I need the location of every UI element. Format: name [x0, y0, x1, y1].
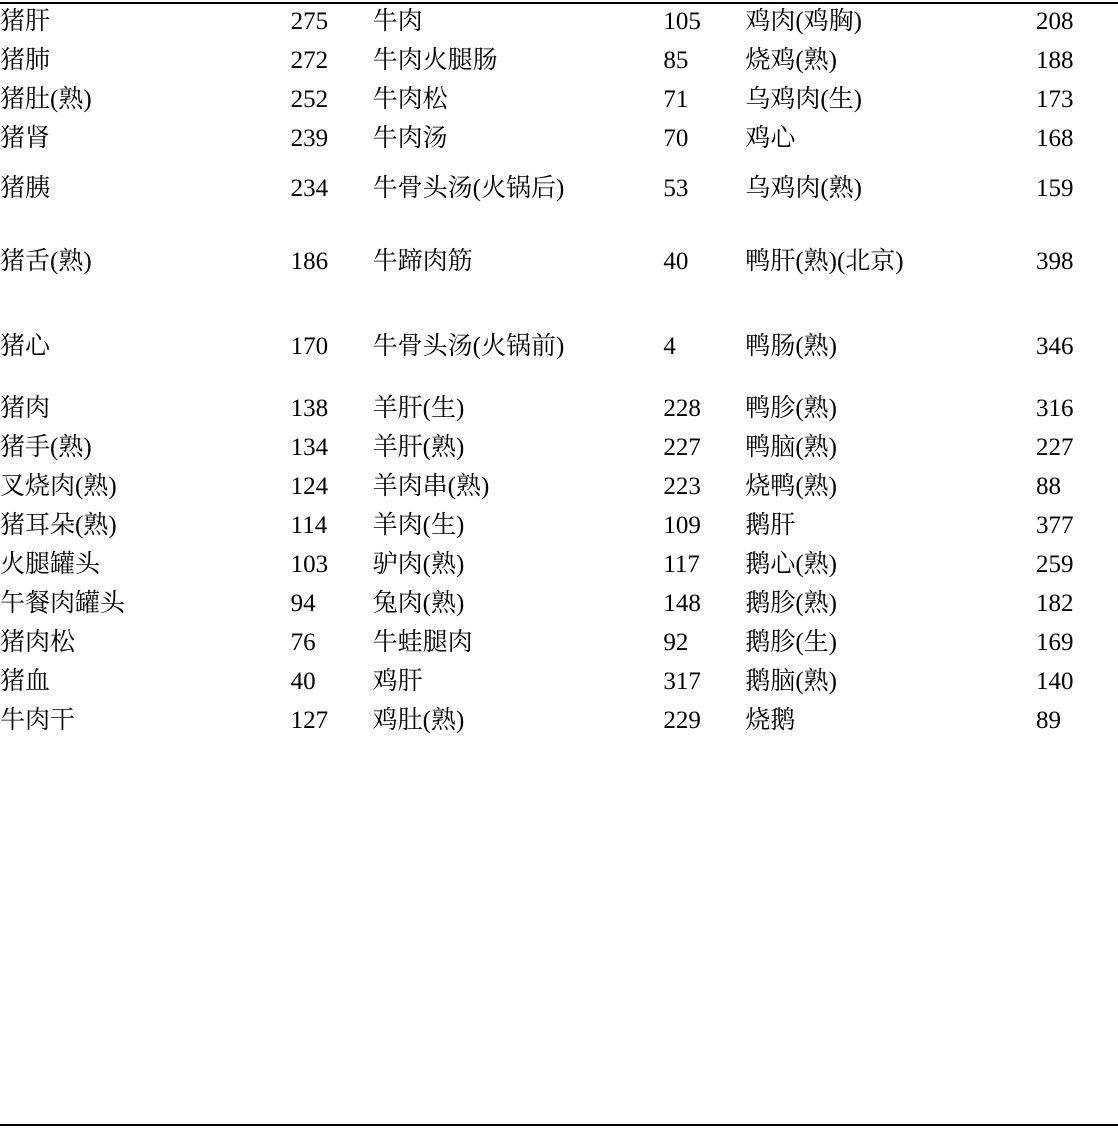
- food-value-cell: 316: [1035, 395, 1074, 422]
- food-value-cell: 140: [1035, 668, 1074, 695]
- food-value-cell: 4: [663, 333, 676, 360]
- food-name-cell: 牛骨头汤(火锅后): [372, 175, 565, 202]
- food-name-cell: 猪肉松: [0, 629, 76, 656]
- food-value-cell: 168: [1035, 125, 1074, 152]
- food-name-cell: 猪耳朵(熟): [0, 512, 117, 539]
- food-value-cell: 208: [1035, 8, 1074, 35]
- food-value-cell: 117: [663, 551, 700, 578]
- food-name-cell: 猪肝: [0, 8, 51, 35]
- table-row: [0, 219, 1118, 304]
- food-name-cell: 午餐肉罐头: [0, 590, 126, 617]
- food-value-cell: 346: [1035, 333, 1074, 360]
- food-name-cell: 猪肉: [0, 395, 51, 422]
- food-value-cell: 377: [1035, 512, 1074, 539]
- table-top-rule: [0, 2, 1118, 4]
- food-name-cell: 猪心: [0, 333, 51, 360]
- food-name-cell: 猪肚(熟): [0, 86, 92, 113]
- food-value-cell: 53: [663, 175, 689, 202]
- food-name-cell: 牛肉干: [0, 707, 76, 734]
- food-value-cell: 103: [290, 551, 329, 578]
- food-value-cell: 70: [663, 125, 689, 152]
- food-name-cell: 鸡肝: [372, 668, 423, 695]
- food-name-cell: 牛蹄肉筋: [372, 248, 473, 275]
- food-value-cell: 182: [1035, 590, 1074, 617]
- food-value-cell: 71: [663, 86, 689, 113]
- food-name-cell: 牛肉松: [372, 86, 448, 113]
- food-value-cell: 85: [663, 47, 689, 74]
- food-value-cell: 186: [290, 248, 329, 275]
- food-value-cell: 40: [663, 248, 689, 275]
- food-value-cell: 272: [290, 47, 329, 74]
- food-name-cell: 鹅心(熟): [745, 551, 837, 578]
- food-name-cell: 牛肉火腿肠: [372, 47, 498, 74]
- food-value-cell: 40: [290, 668, 316, 695]
- food-value-cell: 159: [1035, 175, 1074, 202]
- food-value-cell: 169: [1035, 629, 1074, 656]
- food-value-cell: 76: [290, 629, 316, 656]
- table-row: [0, 467, 1118, 506]
- food-name-cell: 烧鸭(熟): [745, 473, 837, 500]
- food-name-cell: 鸡肚(熟): [372, 707, 465, 734]
- food-name-cell: 猪血: [0, 668, 51, 695]
- food-value-cell: 88: [1035, 473, 1061, 500]
- food-value-cell: 89: [1035, 707, 1061, 734]
- food-value-cell: 227: [663, 434, 701, 461]
- food-name-cell: 鸡肉(鸡胸): [745, 8, 862, 35]
- table-row: [0, 389, 1118, 428]
- food-value-cell: 227: [1035, 434, 1074, 461]
- food-name-cell: 牛蛙腿肉: [372, 629, 473, 656]
- food-name-cell: 驴肉(熟): [372, 551, 465, 578]
- food-name-cell: 烧鹅: [745, 707, 796, 734]
- food-value-cell: 148: [663, 590, 701, 617]
- food-value-cell: 398: [1035, 248, 1074, 275]
- food-name-cell: 猪胰: [0, 175, 51, 202]
- food-value-cell: 94: [290, 590, 316, 617]
- food-name-cell: 鸭肠(熟): [745, 333, 837, 360]
- table-row: [0, 41, 1118, 80]
- food-value-cell: 170: [290, 333, 329, 360]
- food-name-cell: 鹅胗(熟): [745, 590, 837, 617]
- food-name-cell: 鸭胗(熟): [745, 395, 837, 422]
- food-name-cell: 羊肝(熟): [372, 434, 465, 461]
- food-name-cell: 鸭肝(熟)(北京): [745, 248, 904, 275]
- food-name-cell: 乌鸡肉(熟): [745, 175, 862, 202]
- food-name-cell: 羊肉串(熟): [372, 473, 490, 500]
- table-row: [0, 506, 1118, 545]
- document-page: [0, 2, 1118, 1128]
- food-name-cell: 牛骨头汤(火锅前): [372, 333, 565, 360]
- food-name-cell: 烧鸡(熟): [745, 47, 837, 74]
- table-row: [0, 662, 1118, 701]
- food-value-cell: 114: [290, 512, 328, 539]
- food-name-cell: 乌鸡肉(生): [745, 86, 862, 113]
- food-value-cell: 188: [1035, 47, 1074, 74]
- food-value-cell: 138: [290, 395, 329, 422]
- table-row: [0, 545, 1118, 584]
- food-value-cell: 234: [290, 175, 329, 202]
- food-value-cell: 124: [290, 473, 329, 500]
- food-value-cell: 239: [290, 125, 329, 152]
- food-name-cell: 牛肉汤: [372, 125, 448, 152]
- table-row: [0, 584, 1118, 623]
- food-name-cell: 猪舌(熟): [0, 248, 92, 275]
- table-body: [0, 2, 1118, 740]
- food-value-cell: 173: [1035, 86, 1074, 113]
- food-value-cell: 92: [663, 629, 689, 656]
- table-row: [0, 158, 1118, 219]
- food-value-cell: 134: [290, 434, 329, 461]
- food-name-cell: 鸡心: [745, 125, 796, 152]
- food-name-cell: 兔肉(熟): [372, 590, 465, 617]
- food-value-cell: 252: [290, 86, 329, 113]
- food-name-cell: 鹅肝: [745, 512, 796, 539]
- food-name-cell: 羊肉(生): [372, 512, 465, 539]
- food-name-cell: 猪肾: [0, 125, 51, 152]
- food-name-cell: 火腿罐头: [0, 551, 101, 578]
- food-value-cell: 109: [663, 512, 701, 539]
- food-name-cell: 羊肝(生): [372, 395, 465, 422]
- nutrient-table: [0, 2, 1118, 740]
- food-value-cell: 228: [663, 395, 701, 422]
- table-row: [0, 2, 1118, 41]
- food-value-cell: 105: [663, 8, 701, 35]
- food-value-cell: 229: [663, 707, 701, 734]
- food-name-cell: 猪手(熟): [0, 434, 92, 461]
- food-value-cell: 317: [663, 668, 701, 695]
- table-row: [0, 80, 1118, 119]
- table-row: [0, 701, 1118, 740]
- food-value-cell: 223: [663, 473, 701, 500]
- food-name-cell: 鹅脑(熟): [745, 668, 837, 695]
- table-row: [0, 119, 1118, 158]
- food-name-cell: 鹅胗(生): [745, 629, 837, 656]
- food-value-cell: 259: [1035, 551, 1074, 578]
- table-row: [0, 428, 1118, 467]
- table-row: [0, 304, 1118, 389]
- food-name-cell: 牛肉: [372, 8, 423, 35]
- food-name-cell: 鸭脑(熟): [745, 434, 837, 461]
- food-value-cell: 127: [290, 707, 329, 734]
- food-name-cell: 叉烧肉(熟): [0, 473, 117, 500]
- table-row: [0, 623, 1118, 662]
- food-name-cell: 猪肺: [0, 47, 51, 74]
- food-value-cell: 275: [290, 8, 329, 35]
